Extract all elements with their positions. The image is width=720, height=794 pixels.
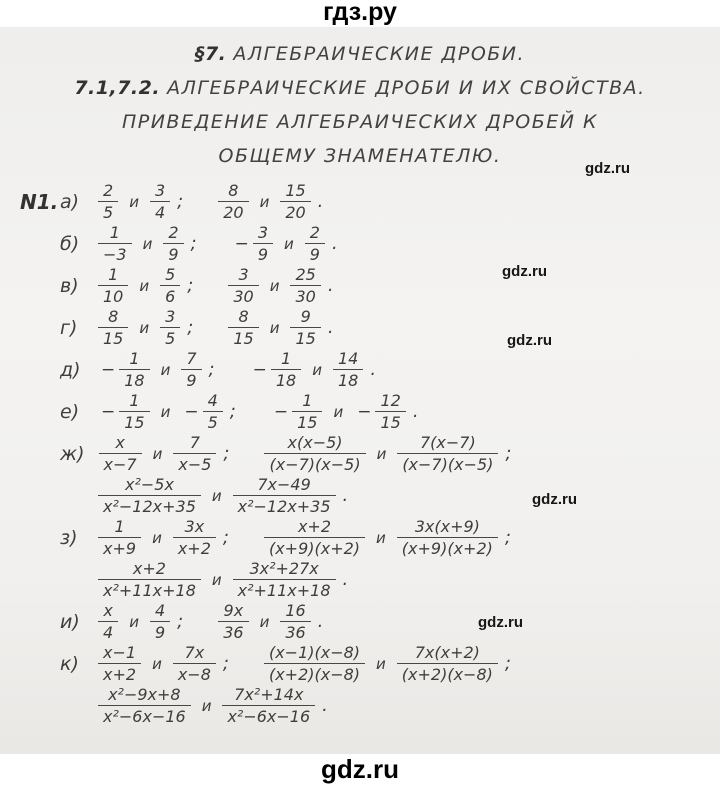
fraction-numerator: x	[103, 601, 113, 620]
fraction	[203, 391, 223, 432]
fraction	[264, 643, 365, 684]
fraction	[98, 685, 191, 726]
item-label: д)	[60, 358, 81, 381]
math-row-continuation	[0, 475, 720, 516]
fraction-denominator: x²−12x+35	[233, 495, 336, 516]
fraction	[280, 601, 310, 642]
fraction	[264, 517, 365, 558]
fraction-numerator: 7	[186, 349, 197, 368]
watermark: gdz.ru	[585, 160, 630, 177]
fraction-denominator: 5	[160, 327, 180, 348]
conjunction: и	[201, 696, 212, 715]
fraction-numerator: 2	[309, 223, 320, 242]
fraction-numerator: 1	[108, 265, 119, 284]
punctuation: ;	[504, 653, 511, 674]
fraction-numerator: 4	[207, 391, 218, 410]
fraction	[290, 265, 320, 306]
fraction-denominator: 4	[150, 201, 170, 222]
math-row-ж	[0, 433, 720, 474]
notebook-scan	[0, 27, 720, 754]
fraction-denominator: x−8	[173, 663, 216, 684]
fraction-denominator: −3	[98, 243, 132, 264]
item-label: е)	[60, 400, 80, 423]
fraction	[271, 349, 301, 390]
fraction-numerator: 16	[285, 601, 306, 620]
fraction-denominator: (x+2)(x−8)	[264, 663, 365, 684]
punctuation: .	[412, 401, 419, 422]
fraction	[173, 643, 216, 684]
punctuation: ;	[177, 611, 184, 632]
fraction-denominator: 9	[163, 243, 183, 264]
fraction-numerator: 7(x−7)	[419, 433, 476, 452]
punctuation: .	[331, 233, 338, 254]
conjunction: и	[160, 402, 171, 421]
item-label: г)	[60, 316, 78, 339]
conjunction: и	[259, 192, 270, 211]
math-row-г	[0, 307, 720, 348]
punctuation: .	[342, 569, 349, 590]
punctuation: ;	[187, 275, 194, 296]
fraction	[233, 559, 336, 600]
fraction	[160, 307, 180, 348]
fraction-numerator: 3	[165, 307, 176, 326]
fraction-numerator: x+2	[297, 517, 332, 536]
minus-sign: −	[101, 401, 116, 422]
fraction	[333, 349, 363, 390]
fraction-numerator: 3x(x+9)	[414, 517, 480, 536]
math-row-е	[0, 391, 720, 432]
watermark: gdz.ru	[502, 263, 547, 280]
punctuation: ;	[229, 401, 236, 422]
punctuation: .	[322, 695, 328, 716]
fraction	[150, 181, 170, 222]
fraction	[163, 223, 183, 264]
math-row-continuation	[0, 559, 720, 600]
fraction	[253, 223, 273, 264]
fraction-numerator: 7	[189, 433, 200, 452]
fraction-numerator: 1	[114, 517, 125, 536]
fraction-numerator: (x−1)(x−8)	[268, 643, 361, 662]
title-line-4: ОБЩЕМУ ЗНАМЕНАТЕЛЮ.	[218, 145, 502, 167]
fraction-numerator: x−1	[103, 643, 137, 662]
fraction	[280, 181, 310, 222]
fraction	[264, 433, 365, 474]
math-row-в	[0, 265, 720, 306]
fraction-numerator: 1	[302, 391, 313, 410]
fraction	[99, 433, 142, 474]
punctuation: .	[327, 275, 334, 296]
fraction-denominator: x+2	[173, 537, 216, 558]
fraction	[160, 265, 180, 306]
fraction-denominator: 5	[98, 201, 118, 222]
fraction	[228, 265, 258, 306]
fraction-denominator: x+2	[98, 663, 141, 684]
fraction-numerator: 8	[108, 307, 119, 326]
math-row-а	[0, 181, 720, 222]
section-titles	[0, 27, 720, 173]
fraction-numerator: 25	[295, 265, 316, 284]
math-row-и	[0, 601, 720, 642]
fraction-denominator: 6	[160, 285, 180, 306]
fraction	[228, 307, 258, 348]
fraction-numerator: x+2	[132, 559, 166, 578]
fraction-numerator: x²−9x+8	[108, 685, 181, 704]
fraction-denominator: x²+11x+18	[98, 579, 201, 600]
fraction	[290, 307, 320, 348]
fraction	[397, 643, 498, 684]
conjunction: и	[152, 654, 162, 673]
conjunction: и	[211, 570, 222, 589]
title-line-2	[0, 71, 720, 105]
fraction-numerator: 9x	[223, 601, 244, 620]
conjunction: и	[129, 612, 139, 631]
fraction-denominator: 36	[218, 621, 248, 642]
fraction-denominator: 30	[228, 285, 258, 306]
punctuation: ;	[187, 317, 194, 338]
fraction	[397, 433, 498, 474]
conjunction: и	[333, 402, 344, 421]
title-line-1-text: АЛГЕБРАИЧЕСКИЕ ДРОБИ.	[233, 43, 526, 65]
fraction-denominator: (x+9)(x+2)	[264, 537, 365, 558]
fraction-denominator: (x+2)(x−8)	[397, 663, 498, 684]
fraction-numerator: 7x(x+2)	[414, 643, 480, 662]
fraction	[98, 517, 141, 558]
fraction-denominator: 20	[218, 201, 248, 222]
item-label: з)	[60, 526, 78, 549]
fraction-numerator: 7x−49	[257, 475, 311, 494]
fraction-denominator: x²−6x−16	[98, 705, 191, 726]
math-row-к	[0, 643, 720, 684]
punctuation: ;	[222, 527, 229, 548]
fraction	[173, 433, 216, 474]
math-row-д	[0, 349, 720, 390]
punctuation: .	[317, 611, 324, 632]
conjunction: и	[142, 234, 153, 253]
fraction-numerator: 3	[154, 181, 166, 200]
fraction-denominator: 15	[119, 411, 149, 432]
conjunction: и	[152, 444, 163, 463]
fraction	[292, 391, 322, 432]
fraction-numerator: x	[115, 433, 125, 452]
site-footer-logo[interactable]: gdz.ru	[321, 754, 399, 784]
fraction-denominator: 15	[375, 411, 405, 432]
fraction-numerator: 7x²+14x	[234, 685, 304, 704]
exercise-rows	[0, 181, 720, 726]
punctuation: ;	[504, 527, 511, 548]
fraction-denominator: 18	[271, 369, 301, 390]
fraction-denominator: x²−6x−16	[222, 705, 315, 726]
fraction-denominator: x−5	[173, 453, 216, 474]
conjunction: и	[160, 360, 171, 379]
math-row-continuation	[0, 685, 720, 726]
title-line-2-text: АЛГЕБРАИЧЕСКИЕ ДРОБИ И ИХ СВОЙСТВА.	[167, 77, 646, 99]
problem-number: N1.	[20, 189, 59, 214]
fraction	[375, 391, 405, 432]
math-row-з	[0, 517, 720, 558]
fraction-denominator: x²−12x+35	[98, 495, 201, 516]
punctuation: .	[342, 485, 349, 506]
fraction-denominator: 15	[228, 327, 258, 348]
fraction-numerator: 3	[257, 223, 269, 242]
title-line-3: ПРИВЕДЕНИЕ АЛГЕБРАИЧЕСКИХ ДРОБЕЙ К	[121, 111, 599, 133]
minus-sign: −	[234, 233, 249, 254]
fraction-numerator: x(x−5)	[287, 433, 343, 452]
fraction	[98, 265, 128, 306]
punctuation: .	[370, 359, 377, 380]
conjunction: и	[211, 486, 222, 505]
fraction-numerator: 8	[228, 181, 239, 200]
fraction	[150, 601, 170, 642]
fraction	[98, 601, 118, 642]
fraction-numerator: x²−5x	[124, 475, 174, 494]
fraction-denominator: 18	[333, 369, 363, 390]
fraction-denominator: 18	[119, 369, 149, 390]
fraction-numerator: 14	[337, 349, 359, 368]
fraction-denominator: x²+11x+18	[233, 579, 336, 600]
fraction-denominator: 36	[280, 621, 310, 642]
punctuation: ;	[190, 233, 197, 254]
watermark: gdz.ru	[532, 491, 577, 508]
fraction-numerator: 1	[129, 349, 140, 368]
fraction	[218, 181, 248, 222]
fraction-numerator: 12	[380, 391, 401, 410]
item-label: а)	[60, 190, 80, 213]
item-label: ж)	[60, 442, 85, 465]
punctuation: ;	[222, 653, 229, 674]
conjunction: и	[152, 528, 162, 547]
minus-sign: −	[273, 401, 289, 422]
fraction	[233, 475, 336, 516]
fraction-denominator: 9	[305, 243, 325, 264]
conjunction: и	[139, 276, 150, 295]
minus-sign: −	[101, 359, 116, 380]
fraction-denominator: 5	[203, 411, 223, 432]
fraction-numerator: 3	[238, 265, 249, 284]
fraction-denominator: (x+9)(x+2)	[397, 537, 498, 558]
item-label: и)	[60, 610, 80, 633]
minus-sign: −	[357, 401, 372, 422]
watermark: gdz.ru	[507, 332, 552, 349]
minus-sign: −	[184, 401, 199, 422]
item-label: к)	[60, 652, 79, 675]
fraction	[98, 223, 132, 264]
fraction-numerator: 4	[154, 601, 166, 620]
item-label: в)	[60, 274, 79, 297]
fraction	[98, 181, 118, 222]
conjunction: и	[139, 318, 150, 337]
fraction-denominator: 15	[292, 411, 322, 432]
fraction-numerator: 3x	[184, 517, 205, 536]
fraction-denominator: 30	[290, 285, 320, 306]
fraction	[98, 643, 141, 684]
conjunction: и	[376, 654, 386, 673]
conjunction: и	[376, 444, 387, 463]
section-number: §7.	[194, 43, 227, 65]
conjunction: и	[259, 612, 270, 631]
fraction-numerator: 1	[129, 391, 140, 410]
fraction-denominator: 9	[150, 621, 170, 642]
fraction-numerator: 1	[109, 223, 120, 242]
minus-sign: −	[252, 359, 267, 380]
fraction-denominator: 10	[98, 285, 128, 306]
fraction-numerator: 3x²+27x	[249, 559, 319, 578]
fraction	[119, 391, 149, 432]
fraction-denominator: (x−7)(x−5)	[264, 453, 365, 474]
paragraph-numbers: 7.1,7.2.	[74, 77, 161, 99]
punctuation: ;	[223, 443, 230, 464]
fraction-denominator: x−7	[99, 453, 142, 474]
fraction	[98, 559, 201, 600]
fraction-numerator: 1	[280, 349, 292, 368]
fraction	[181, 349, 201, 390]
fraction-denominator: 15	[290, 327, 320, 348]
item-label: б)	[60, 232, 80, 255]
fraction	[222, 685, 315, 726]
fraction-denominator: x+9	[98, 537, 141, 558]
fraction	[218, 601, 248, 642]
punctuation: ;	[177, 191, 184, 212]
punctuation: ;	[208, 359, 215, 380]
fraction-numerator: 15	[285, 181, 306, 200]
fraction	[98, 307, 128, 348]
fraction-denominator: 9	[181, 369, 201, 390]
title-line-1	[0, 37, 720, 71]
punctuation: .	[327, 317, 334, 338]
math-row-б	[0, 223, 720, 264]
fraction-numerator: 2	[168, 223, 179, 242]
fraction	[98, 475, 201, 516]
fraction-numerator: 2	[103, 181, 114, 200]
fraction-denominator: (x−7)(x−5)	[397, 453, 498, 474]
fraction	[305, 223, 325, 264]
fraction	[119, 349, 149, 390]
conjunction: и	[129, 192, 139, 211]
punctuation: ;	[505, 443, 512, 464]
fraction-numerator: 9	[300, 307, 311, 326]
fraction-denominator: 4	[98, 621, 118, 642]
fraction-denominator: 20	[280, 201, 310, 222]
fraction-denominator: 15	[98, 327, 128, 348]
conjunction: и	[376, 528, 386, 547]
conjunction: и	[269, 318, 280, 337]
conjunction: и	[312, 360, 322, 379]
conjunction: и	[284, 234, 294, 253]
fraction-numerator: 8	[238, 307, 249, 326]
punctuation: .	[317, 191, 324, 212]
fraction	[173, 517, 216, 558]
fraction-numerator: 5	[165, 265, 176, 284]
fraction-denominator: 9	[253, 243, 273, 264]
fraction-numerator: 7x	[184, 643, 205, 662]
site-logo[interactable]: гдз.ру	[323, 0, 397, 26]
watermark: gdz.ru	[478, 614, 523, 631]
fraction	[397, 517, 498, 558]
conjunction: и	[269, 276, 280, 295]
